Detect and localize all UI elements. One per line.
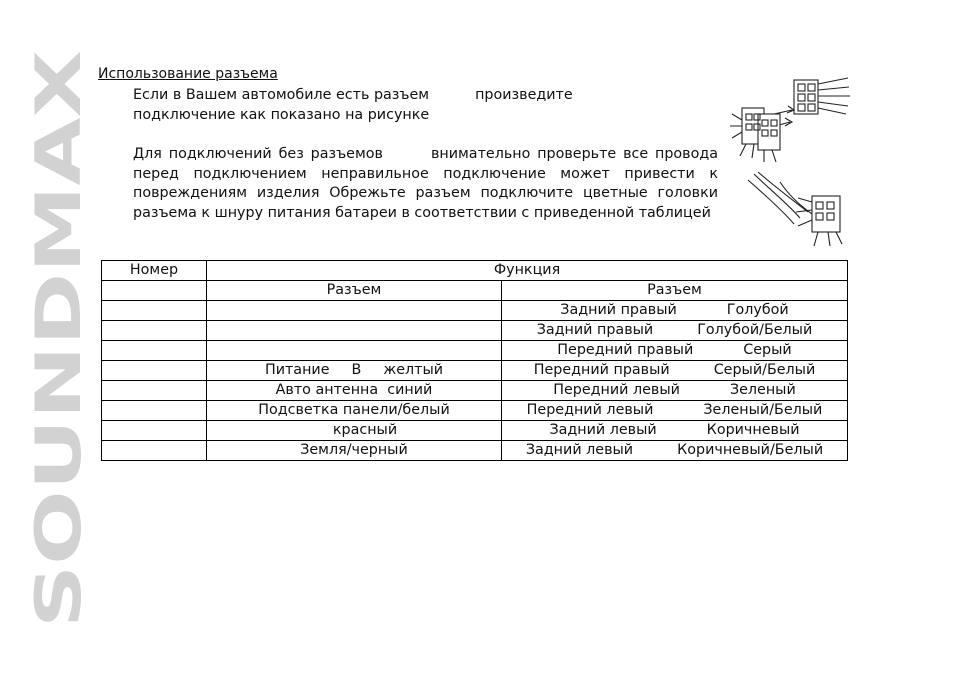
section-title: Использование разъема [98, 66, 278, 82]
brand-logo-text: SOUNDMAX [22, 219, 95, 628]
wiring-table [101, 260, 848, 461]
connector-female-icon [794, 78, 850, 114]
subheader-right: Разъем [502, 281, 848, 301]
table-row [102, 301, 848, 321]
header-number: Номер [102, 261, 207, 281]
connector-illustration [728, 70, 854, 252]
row-left: Питание В желтый [207, 361, 502, 381]
row-right: Задний левый Коричневый/Белый [502, 441, 848, 461]
table-row [102, 341, 848, 361]
row-number [102, 381, 207, 401]
row-left [207, 301, 502, 321]
row-right: Задний правый Голубой [502, 301, 848, 321]
table-cell [102, 281, 207, 301]
connector-male-icon [730, 108, 780, 162]
subheader-left: Разъем [207, 281, 502, 301]
bare-wires-connector-icon [748, 172, 842, 246]
row-right: Передний правый Серый [502, 341, 848, 361]
table-header-row [102, 261, 848, 281]
table-row [102, 361, 848, 381]
table-row [102, 321, 848, 341]
arrow-icon [774, 106, 794, 114]
row-number [102, 321, 207, 341]
row-right: Передний левый Зеленый [502, 381, 848, 401]
row-number [102, 301, 207, 321]
table-row [102, 381, 848, 401]
row-right: Передний левый Зеленый/Белый [502, 401, 848, 421]
row-left: красный [207, 421, 502, 441]
intro-paragraph: Если в Вашем автомобиле есть разъем произведите подключение как показано на рисунке [133, 87, 573, 123]
row-number [102, 401, 207, 421]
warning-paragraph: Для подключений без разъемов внимательно проверьте все провода перед подключением неправильное подключение может привести к повреждениям изделия Обрежьте разъем подключите цветные головки разъема к шнуру питания батареи в соответствии с приведенной таблицей [133, 146, 718, 221]
table-row [102, 421, 848, 441]
row-left: Подсветка панели/белый [207, 401, 502, 421]
row-right: Задний правый Голубой/Белый [502, 321, 848, 341]
table-row [102, 401, 848, 421]
row-left: Авто антенна синий [207, 381, 502, 401]
header-function: Функция [207, 261, 848, 281]
row-left [207, 341, 502, 361]
row-left [207, 321, 502, 341]
row-left: Земля/черный [207, 441, 502, 461]
row-right: Задний левый Коричневый [502, 421, 848, 441]
row-number [102, 441, 207, 461]
table-row [102, 441, 848, 461]
row-number [102, 361, 207, 381]
table-subheader-row [102, 281, 848, 301]
brand-logo [22, 48, 95, 628]
row-right: Передний правый Серый/Белый [502, 361, 848, 381]
row-number [102, 421, 207, 441]
row-number [102, 341, 207, 361]
